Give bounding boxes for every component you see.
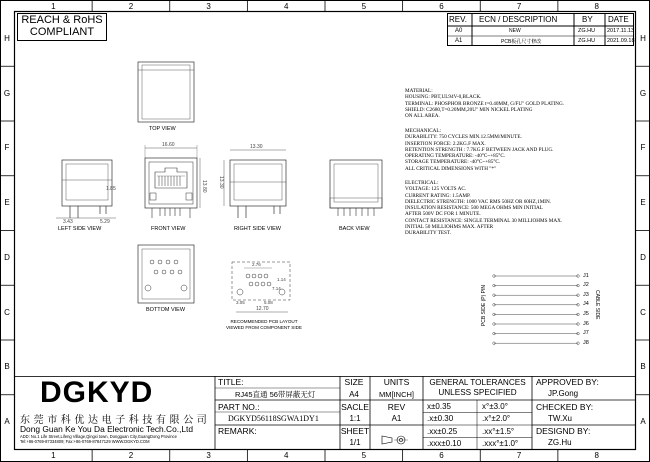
title-value: RJ45直通 56带屏蔽无灯 <box>235 390 316 399</box>
note-line: INITIAL 50 MILLIOHMS MAX. AFTER <box>405 224 494 231</box>
compliance-line-1: REACH & RoHS <box>21 14 103 26</box>
grid-row-label: D <box>4 252 10 262</box>
tol-angular-1: .x°±2.0° <box>482 414 511 423</box>
notes-mechanical <box>405 128 553 172</box>
designed-value: ZG.Hu <box>548 438 572 447</box>
dim-pin-a: 1.85 <box>106 186 116 192</box>
note-line: MECHANICAL: <box>405 128 442 134</box>
grid-col-label: 3 <box>206 1 211 11</box>
grid-row-label: B <box>4 362 10 372</box>
designed-label: DESIGND BY: <box>536 426 591 436</box>
pcb-layout-label <box>224 319 304 331</box>
grid-row-label: C <box>640 307 646 317</box>
schematic-pin-label: J8 <box>583 339 589 346</box>
tol-angular-2: .xx°±1.5° <box>482 427 515 436</box>
company-address: ADD: No.1 Life Street,Lifeng Village,Qingxi town, Dongguan City,GuangDong Province <box>20 434 177 439</box>
note-line: DURABILITY: 750 CYCLES MIN.12.5MM/MINUTE. <box>405 134 522 141</box>
note-line: AFTER 500V DC FOR 1 MINUTE. <box>405 211 481 218</box>
sheet-value: 1/1 <box>349 438 361 447</box>
dim-front-width: 16.60 <box>162 142 175 148</box>
rev-row-0-rev: A0 <box>455 27 463 34</box>
note-line: DIELECTRIC STRENGTH: 1000 VAC RMS 50HZ OR 60HZ,1MIN. <box>405 198 552 205</box>
scale-label: SACLE <box>341 402 369 412</box>
units-label: UNITS <box>383 377 410 387</box>
tol-linear-0: x±0.35 <box>427 402 451 411</box>
top-view-label: TOP VIEW <box>149 126 176 132</box>
grid-row-label: A <box>4 417 10 427</box>
note-line: CURRENT RATING: 1.5AMP. <box>405 192 471 199</box>
company-name-en: Dong Guan Ke You Da Electronic Tech.Co.,Ltd <box>20 424 194 434</box>
pcb-layout-label-1: RECOMMENDED PCB LAYOUT <box>230 319 298 324</box>
note-line: STORAGE TEMPERATURE: -40°C~+85°C. <box>405 159 501 166</box>
dim-pcb-c: 7.14 <box>272 286 281 291</box>
grid-col-label: 3 <box>206 451 211 460</box>
approved-label: APPROVED BY: <box>536 377 599 387</box>
rev-row-1-by: ZG.HU <box>578 38 596 44</box>
dim-pcb-e: 5.08 <box>264 300 273 305</box>
grid-row-label: E <box>640 198 646 208</box>
tolerance-title-1: GENERAL TOLERANCES <box>429 378 526 387</box>
compliance-line-2: COMPLIANT <box>29 26 95 38</box>
size-value: A4 <box>349 390 359 399</box>
grid-row-label: C <box>4 307 10 317</box>
grid-row-label: F <box>640 143 646 153</box>
dim-pcb-width: 12.70 <box>256 306 269 312</box>
tol-angular-0: x°±3.0° <box>482 402 508 411</box>
note-line: ALL CRITICAL DIMENSIONS WITH "*" <box>405 165 497 172</box>
note-line: MATERIAL: <box>405 88 433 94</box>
grid-row-label: F <box>4 143 10 153</box>
sheet-label: SHEET <box>340 426 370 436</box>
front-view-label: FRONT VIEW <box>151 226 186 232</box>
schematic-pin-label: J7 <box>583 330 589 337</box>
tol-linear-2: .xx±0.25 <box>427 427 458 436</box>
projection-symbol <box>382 436 408 444</box>
dim-pcb-a: 2.76 <box>252 262 261 267</box>
note-line: ELECTRICAL: <box>405 180 439 186</box>
rev-header-desc: ECN / DESCRIPTION <box>479 15 558 24</box>
note-line: SHIELD: C2680,T=0.20MM,20U" MIN NICKEL PLATING <box>405 106 533 113</box>
dim-side-width: 13.30 <box>250 144 263 150</box>
remark-label: REMARK: <box>218 426 257 436</box>
back-view-drawing <box>330 160 382 216</box>
dim-pin-c: 5.29 <box>100 219 110 225</box>
pcb-layout-label-2: VIEWED FROM COMPONENT SIDE <box>226 325 302 330</box>
rev-header-by: BY <box>582 15 593 24</box>
grid-col-label: 6 <box>439 1 444 11</box>
back-view-label: BACK VIEW <box>339 226 370 232</box>
grid-col-label: 2 <box>128 451 134 460</box>
company-name-cn: 东莞市科优达电子科技有限公司 <box>20 415 211 426</box>
size-label: SIZE <box>344 377 364 387</box>
grid-row-label: B <box>640 362 646 372</box>
rev-header-rev: REV. <box>449 15 467 24</box>
grid-col-label: 1 <box>51 1 56 11</box>
rev-row-1-rev: A1 <box>455 37 463 44</box>
rev-row-1-date: 2021.09.18 <box>607 38 635 44</box>
grid-col-label: 5 <box>361 451 367 460</box>
schematic-pin-label: J4 <box>583 301 589 308</box>
notes-electrical <box>405 180 562 237</box>
scale-value: 1:1 <box>349 414 361 423</box>
title-label: TITLE: <box>218 377 244 387</box>
rev-row-0-date: 2017.11.13 <box>607 28 635 34</box>
dim-front-height: 13.80 <box>201 180 207 193</box>
schematic-pcb-side-label: PCB SIDE (P) PIN <box>481 285 487 327</box>
right-side-view-label: RIGHT SIDE VIEW <box>234 226 281 232</box>
grid-col-label: 7 <box>516 1 522 11</box>
tol-linear-1: .x±0.30 <box>427 414 454 423</box>
partno-label: PART NO.: <box>218 402 260 412</box>
note-line: ON ALL AREA. <box>405 113 440 120</box>
schematic-pin-label: J3 <box>583 291 589 298</box>
grid-row-label: H <box>640 33 646 43</box>
grid-col-label: 7 <box>516 451 522 460</box>
top-view-drawing <box>138 62 194 122</box>
rev-header-date: DATE <box>608 15 629 24</box>
grid-col-label: 8 <box>594 1 599 11</box>
grid-col-label: 4 <box>283 451 289 460</box>
grid-col-label: 8 <box>594 451 599 460</box>
grid-row-label: D <box>640 252 646 262</box>
notes-material <box>405 88 564 119</box>
grid-row-label: G <box>3 88 11 98</box>
schematic-pin-label: J1 <box>583 272 589 279</box>
schematic-pin-label: J2 <box>583 282 589 289</box>
front-view-drawing <box>145 145 200 218</box>
note-line: OPERATING TEMPERATURE: -40°C~+85°C. <box>405 153 506 160</box>
schematic-pin-label: J5 <box>583 310 589 317</box>
schematic-pin-label: J6 <box>583 320 589 327</box>
note-line: INSULATION RESISTANCE: 500 MEGA OHMS MIN INITIAL <box>405 205 543 212</box>
schematic-cable-side-label: CABLE SIDE <box>594 290 600 320</box>
note-line: DURABILITY TEST. <box>405 230 452 237</box>
company-phone: Tel:+86-0769-87334809; Fax:+86-0769-87847129 WWW.DGKYD.COM <box>20 439 150 444</box>
dim-pin-b: 3.43 <box>63 219 73 225</box>
note-line: TERMINAL: PHOSPHOR BRONZE t=0.40MM, G/FU" GOLD PLATING. <box>405 100 565 107</box>
partno-value: DGKYD56118SGWA1DY1 <box>228 414 319 423</box>
note-line: CONTACT RESISTANCE: SINGLE TERMINAL 30 MILLIOHMS MAX. <box>405 217 563 224</box>
grid-row-label: G <box>639 88 647 98</box>
checked-label: CHECKED BY: <box>536 402 594 412</box>
grid-col-label: 5 <box>361 1 367 11</box>
rev-row-0-desc: NEW <box>509 28 521 34</box>
grid-col-label: 2 <box>128 1 134 11</box>
rev-row-0-by: ZG.HU <box>578 28 596 34</box>
left-side-view-label: LEFT SIDE VIEW <box>58 226 102 232</box>
grid-row-label: H <box>4 33 10 43</box>
units-value: MM[INCH] <box>379 390 414 399</box>
schematic-drawing <box>493 275 580 345</box>
bottom-view-label: BOTTOM VIEW <box>146 307 186 313</box>
right-side-view-drawing <box>224 150 286 218</box>
note-line: INSERTION FORCE: 2.2KG.F MAX. <box>405 140 486 147</box>
tolerance-title <box>423 378 532 398</box>
grid-row-label: E <box>4 198 10 208</box>
note-line: VOLTAGE: 125 VOLTS AC. <box>405 186 467 193</box>
bottom-view-drawing <box>138 245 194 303</box>
grid-col-label: 6 <box>439 451 444 460</box>
grid-row-label: A <box>640 417 646 427</box>
grid-col-label: 4 <box>283 1 289 11</box>
note-line: RETENTION STRENGTH : 7.7KG.F BETWEEN JACK AND PLUG. <box>405 146 554 153</box>
note-line: HOUSING: PBT,UL94V-0,BLACK. <box>405 94 482 101</box>
approved-value: JP.Gong <box>548 389 579 398</box>
rev-row-1-desc: PCB板孔尺寸修改 <box>501 39 542 45</box>
dim-pcb-b: 1.14 <box>277 277 286 282</box>
checked-value: TW.Xu <box>548 414 573 423</box>
dim-side-height: 13.30 <box>218 176 224 189</box>
tolerance-title-2: UNLESS SPECIFIED <box>438 388 517 397</box>
tol-angular-3: .xxx°±1.0° <box>482 439 519 448</box>
dim-pcb-d: 3.05 <box>236 300 245 305</box>
company-logo: DGKYD <box>40 376 154 409</box>
tol-linear-3: .xxx±0.10 <box>427 439 462 448</box>
rev-label: REV <box>387 402 406 412</box>
grid-col-label: 1 <box>51 451 56 460</box>
rev-value: A1 <box>391 414 402 423</box>
